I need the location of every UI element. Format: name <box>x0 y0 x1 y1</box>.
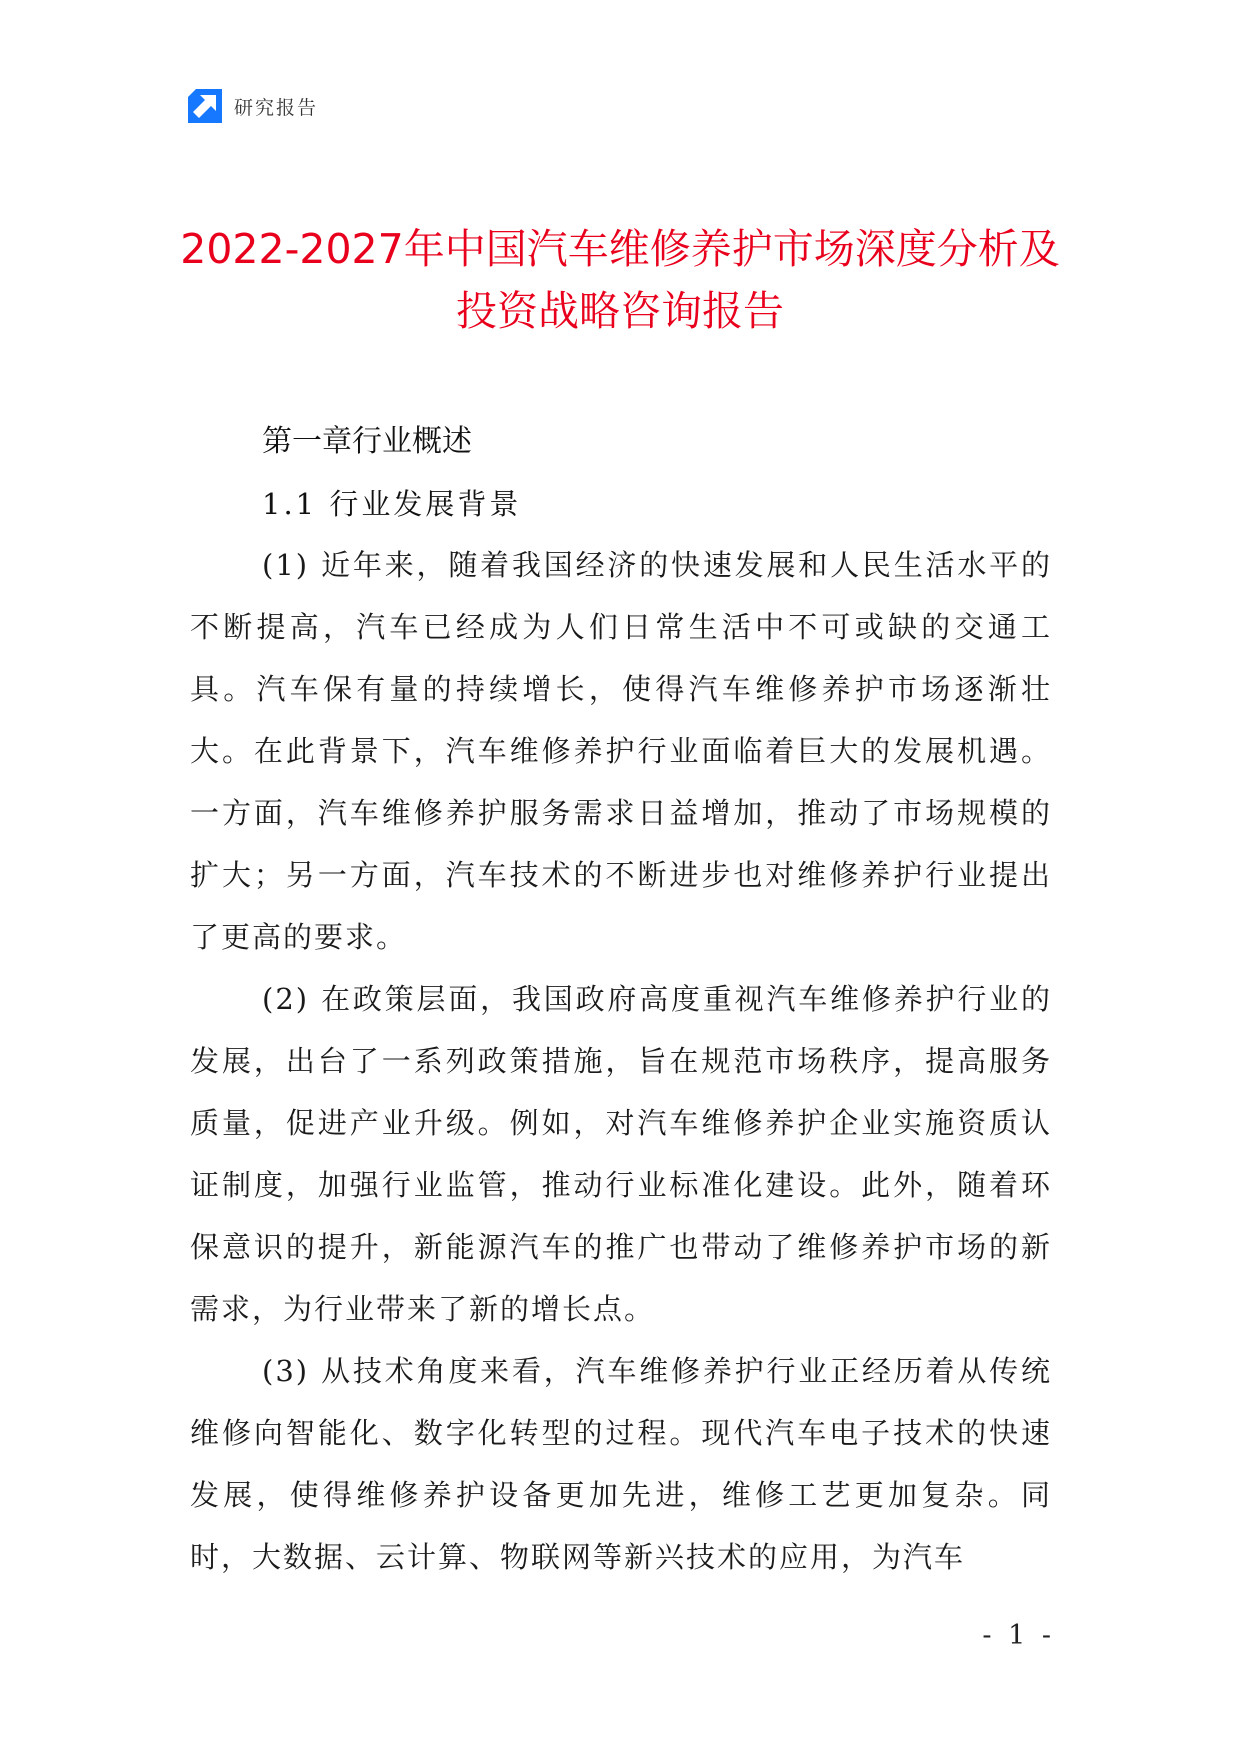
paragraph: (3) 从技术角度来看，汽车维修养护行业正经历着从传统维修向智能化、数字化转型的过程。现代汽车电子技术的快速发展，使得维修养护设备更加先进，维修工艺更加复杂。同时，大数据、云计算、物联网等新兴技术的应用，为汽车 <box>190 1354 1052 1574</box>
report-title: 2022-2027年中国汽车维修养护市场深度分析及投资战略咨询报告 <box>180 225 1060 335</box>
chapter-heading: 第一章行业概述 <box>262 424 472 459</box>
paragraph: (1) 近年来，随着我国经济的快速发展和人民生活水平的不断提高，汽车已经成为人们日常生活中不可或缺的交通工具。汽车保有量的持续增长，使得汽车维修养护市场逐渐壮大。在此背景下，汽车维修养护行业面临着巨大的发展机遇。一方面，汽车维修养护服务需求日益增加，推动了市场规模的扩大；另一方面，汽车技术的不断进步也对维修养护行业提出了更高的要求。 <box>190 548 1052 954</box>
section-heading: 1.1 行业发展背景 <box>262 487 522 521</box>
paragraph: (2) 在政策层面，我国政府高度重视汽车维修养护行业的发展，出台了一系列政策措施，旨在规范市场秩序，提高服务质量，促进产业升级。例如，对汽车维修养护企业实施资质认证制度，加强行业监管，推动行业标准化建设。此外，随着环保意识的提升，新能源汽车的推广也带动了维修养护市场的新需求，为行业带来了新的增长点。 <box>190 982 1052 1326</box>
page-header <box>188 88 318 124</box>
header-label: 研究报告 <box>234 96 319 119</box>
body-text <box>190 534 1052 1588</box>
arrow-up-right-icon <box>188 89 222 123</box>
page-number: - 1 - <box>982 1620 1055 1651</box>
